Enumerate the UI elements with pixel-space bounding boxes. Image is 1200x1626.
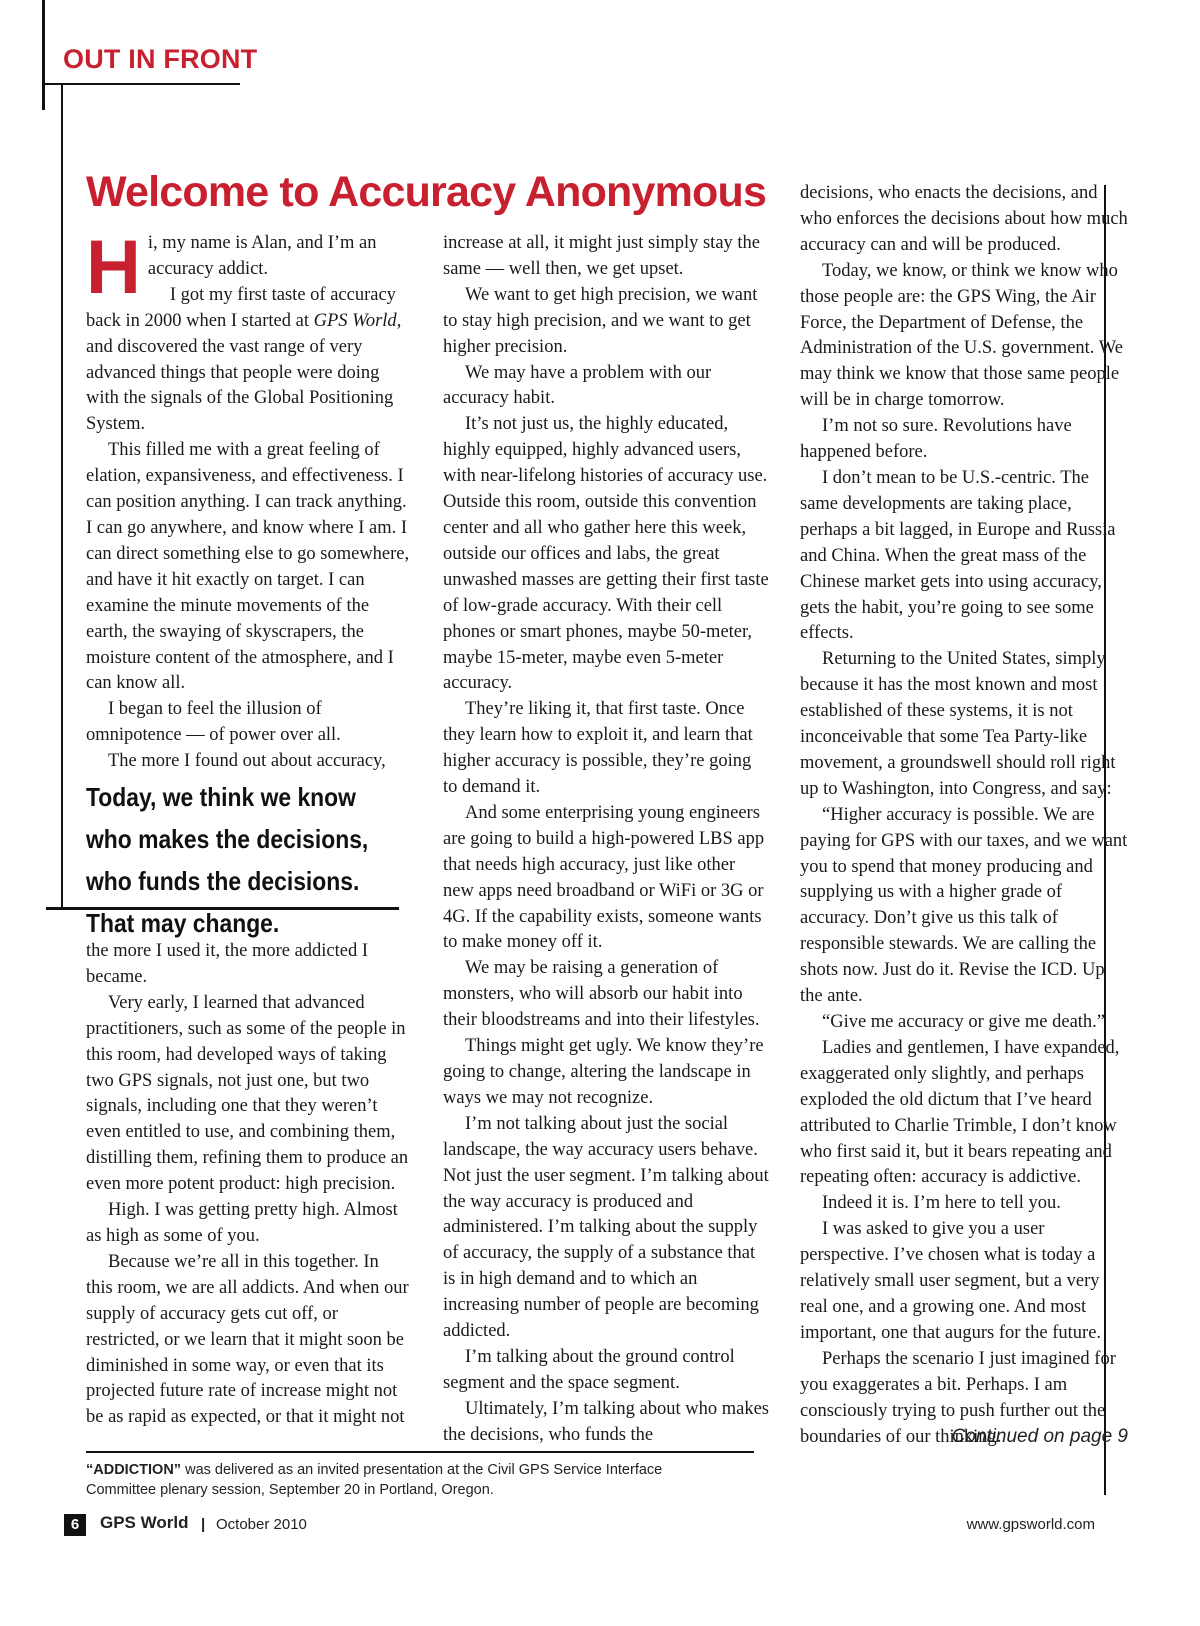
column-1-top	[86, 225, 410, 775]
headline: Welcome to Accuracy Anonymous	[86, 168, 767, 216]
paragraph: Returning to the United States, simply because it has the most known and most established of these systems, it is not inconceivable that some Tea Party-like movement, a groundswell should roll right up to Washington, into Congress, and say:	[800, 649, 1116, 799]
footnote-rule	[86, 1451, 754, 1453]
column-2	[443, 231, 769, 1449]
paragraph: “Give me accuracy or give me death.”	[822, 1012, 1106, 1032]
page-number: 6	[64, 1514, 86, 1536]
paragraph: Indeed it is. I’m here to tell you.	[822, 1193, 1061, 1214]
paragraph: We may be raising a generation of monsters, who will absorb our habit into their bloodstreams and into their lifestyles.	[443, 958, 760, 1031]
magazine-title-italic: GPS World	[313, 310, 397, 331]
paragraph: i, my name is Alan, and I’m an accuracy addict.	[147, 233, 377, 279]
paragraph: I was asked to give you a user perspective. I’ve chosen what is today a relatively small user segment, but a very real one, and a growing one. And most important, one that augurs for the future.	[800, 1219, 1102, 1343]
paragraph: Very early, I learned that advanced practitioners, such as some of the people in this room, had developed ways of taking two GPS signals, not just one, but two signals, including one that they weren’t even entitled to use, and combining them, distilling them, refining them to produce an even more potent product: high precision.	[86, 992, 409, 1195]
issue-date: October 2010	[216, 1516, 307, 1533]
header-rule	[42, 83, 240, 85]
paragraph: It’s not just us, the highly educated, highly equipped, highly advanced users, with near-lifelong histories of accuracy use. Outside this room, outside this convention center and all who gather here this week, outside our offices and labs, the great unwashed masses are getting their first taste of low-grade accuracy. With their cell phones or smart phones, maybe 50-meter, maybe 15-meter, maybe even 5-meter accuracy.	[443, 414, 769, 694]
left-vertical-rule-top	[42, 0, 45, 110]
paragraph: increase at all, it might just simply stay the same — well then, we get upset.	[443, 233, 761, 279]
paragraph: High. I was getting pretty high. Almost as high as some of you.	[86, 1200, 398, 1246]
footnote	[86, 1461, 726, 1500]
paragraph: And some enterprising young engineers are going to build a high-powered LBS app that needs high accuracy, just like other new apps need broadband or WiFi or 3G or 4G. If the capability exists, someone wants to make money off it.	[443, 802, 765, 953]
footnote-lead: “ADDICTION”	[86, 1462, 182, 1478]
column-3	[800, 181, 1128, 1450]
paragraph: They’re liking it, that first taste. Once they learn how to exploit it, and learn that higher accuracy is possible, they’re going to demand it.	[443, 699, 753, 798]
footer-separator: |	[201, 1516, 206, 1533]
website-url: www.gpsworld.com	[966, 1516, 1095, 1533]
magazine-name: GPS World	[100, 1513, 189, 1532]
paragraph: This filled me with a great feeling of elation, expansiveness, and effectiveness. I can position anything. I can track anything. I can go anywhere, and know where I am. I can direct something else to go somewhere, and have it hit exactly on target. I can examine the minute movements of the earth, the swaying of skyscrapers, the moisture content of the atmosphere, and I can know all.	[86, 440, 410, 694]
paragraph: We want to get high precision, we want to stay high precision, and we want to get higher precision.	[443, 284, 758, 357]
drop-cap: H	[86, 225, 141, 310]
paragraph: decisions, who enacts the decisions, and who enforces the decisions about how much accuracy can and will be produced.	[800, 183, 1128, 255]
paragraph: I began to feel the illusion of omnipotence — of power over all.	[86, 699, 341, 746]
paragraph: I’m talking about the ground control segment and the space segment.	[443, 1346, 735, 1393]
paragraph: I got my first taste of accuracy back in 2000 when I started at GPS World, and discovered the vast range of very advanced things that people were doing with the signals of the Global Positioning System.	[86, 284, 402, 435]
paragraph: Things might get ugly. We know they’re going to change, altering the landscape in ways we may not recognize.	[443, 1036, 764, 1108]
paragraph: Because we’re all in this together. In this room, we are all addicts. And when our supply of accuracy gets cut off, or restricted, or we learn that it might soon be diminished in some way, or even that its projected future rate of increase might not be as rapid as expected, or that it might not	[86, 1251, 409, 1428]
continued-note: Continued on page 9	[951, 1426, 1128, 1447]
left-vertical-rule	[61, 83, 63, 910]
paragraph: I’m not so sure. Revolutions have happened before.	[800, 416, 1072, 463]
paragraph: We may have a problem with our accuracy habit.	[443, 362, 712, 409]
paragraph: Today, we know, or think we know who those people are: the GPS Wing, the Air Force, the Department of Defense, the Administration of the U.S. government. We may think we know that those same people will be in charge tomorrow.	[800, 260, 1123, 411]
paragraph: The more I found out about accuracy,	[108, 751, 386, 772]
column-1-bottom	[86, 939, 410, 1431]
paragraph: Ultimately, I’m talking about who makes the decisions, who funds the	[443, 1398, 769, 1445]
footnote-text: was delivered as an invited presentation at the Civil GPS Service Interface Committee plenary session, September 20 in Portland, Oregon.	[86, 1462, 663, 1498]
paragraph: the more I used it, the more addicted I became.	[86, 941, 369, 987]
section-label: OUT IN FRONT	[63, 44, 258, 74]
paragraph: I’m not talking about just the social landscape, the way accuracy users behave. Not just the user segment. I’m talking about the way accuracy is produced and administered. I’m talking about the supply of accuracy, the supply of a substance that is in high demand and to which an increasing number of people are becoming addicted.	[443, 1113, 769, 1342]
paragraph: “Higher accuracy is possible. We are paying for GPS with our taxes, and we want you to spend that money producing and supplying us with a higher grade of accuracy. Don’t give us this talk of responsible stewards. We are calling the shots now. Just do it. Revise the ICD. Up the ante.	[800, 804, 1128, 1007]
pull-quote: Today, we think we know who makes the decisions, who funds the decisions. That may change.	[86, 782, 369, 938]
paragraph: I don’t mean to be U.S.-centric. The same developments are taking place, perhaps a bit lagged, in Europe and Russia and China. When the great mass of the Chinese market gets into using accuracy, gets the habit, you’re going to see some effects.	[800, 467, 1116, 644]
paragraph: Ladies and gentlemen, I have expanded, exaggerated only slightly, and perhaps exploded the old dictum that I’ve heard attributed to Charlie Trimble, I don’t know who first said it, but it bears repeating and repeating often: accuracy is addictive.	[800, 1037, 1120, 1188]
paragraph: Perhaps the scenario I just imagined for you exaggerates a bit. Perhaps. I am consciously trying to push further out the boundaries of our thinking.	[800, 1348, 1116, 1447]
